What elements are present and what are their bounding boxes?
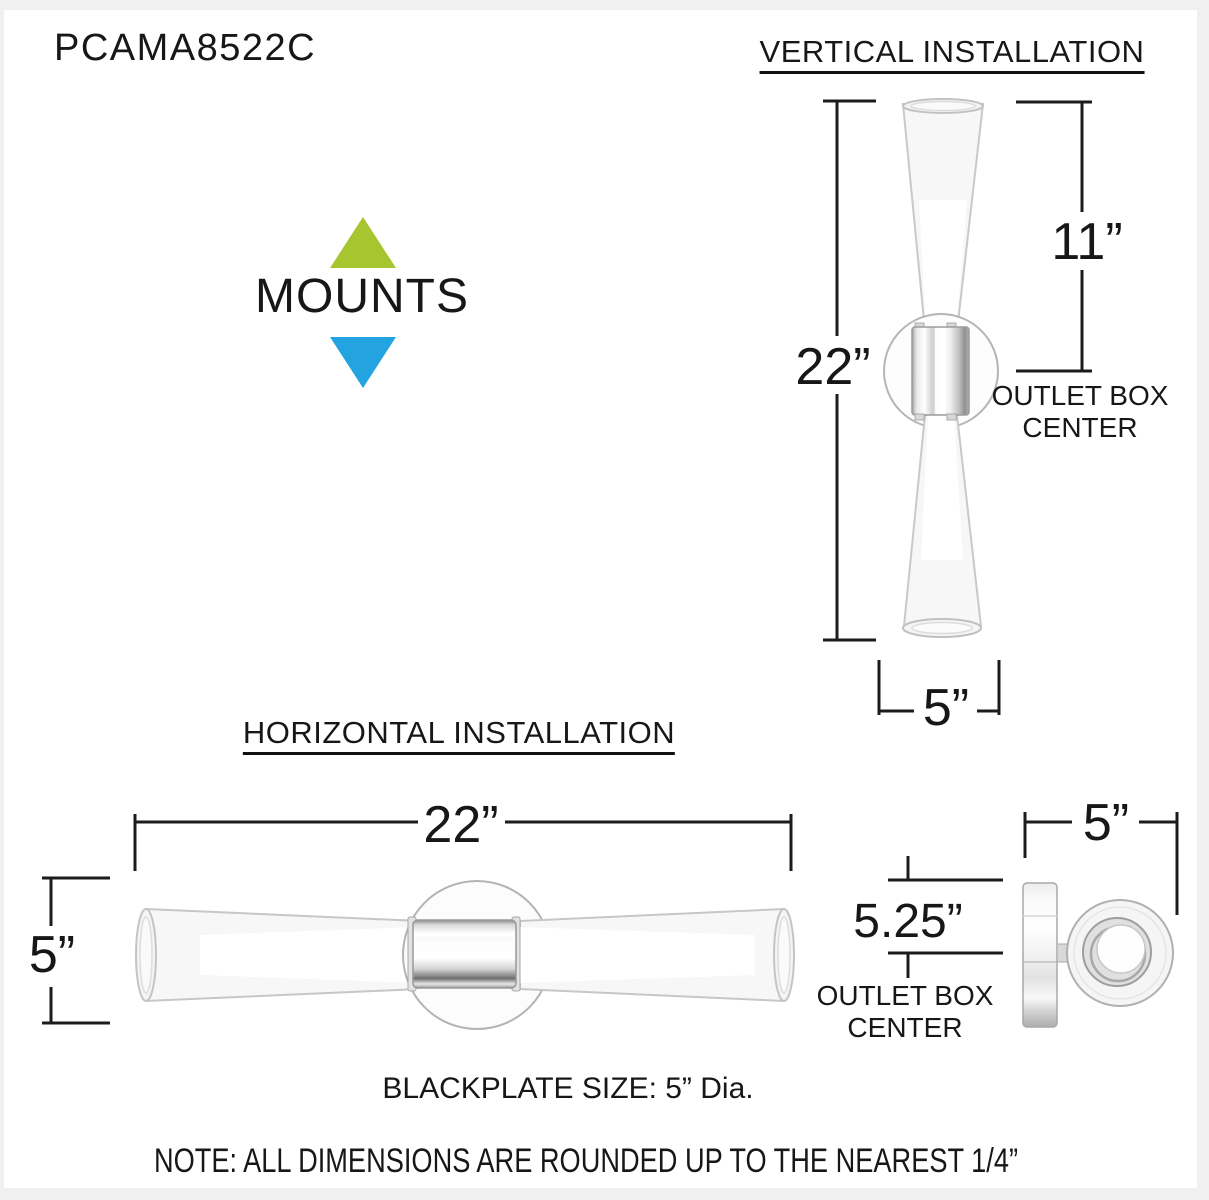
dimensions-note: NOTE: ALL DIMENSIONS ARE ROUNDED UP TO THE NEAREST 1/4”: [153, 1142, 1019, 1180]
vertical-installation-heading: VERTICAL INSTALLATION: [760, 36, 1145, 74]
outlet-box-line: OUTLET BOX: [991, 380, 1169, 411]
vertical-height-dimension: 22”: [795, 338, 871, 396]
vertical-width-dimension: 5”: [922, 679, 970, 737]
vertical-fixture-drawing: [884, 99, 998, 637]
side-depth-dimension: 5”: [1082, 794, 1130, 852]
backplate-size-note: BLACKPLATE SIZE: 5” Dia.: [382, 1072, 754, 1105]
horizontal-installation-heading: HORIZONTAL INSTALLATION: [243, 717, 675, 755]
horizontal-height-dimension: 5”: [28, 926, 76, 984]
vertical-outlet-dimension: 11”: [1051, 213, 1123, 271]
outlet-center-line: CENTER: [847, 1012, 963, 1043]
product-code: PCAMA8522C: [54, 27, 317, 69]
outlet-box-line: OUTLET BOX: [816, 980, 994, 1011]
horizontal-width-dimension: 22”: [423, 796, 499, 854]
vertical-outlet-box-label: [992, 380, 1169, 444]
side-view-drawing: [1023, 883, 1173, 1027]
horizontal-fixture-drawing: [136, 881, 794, 1029]
mounts-label: MOUNTS: [255, 270, 469, 323]
mount-up-arrow-icon: [330, 217, 396, 268]
outlet-center-line: CENTER: [1022, 412, 1138, 443]
side-outlet-dimension: 5.25”: [853, 895, 963, 948]
mount-down-arrow-icon: [330, 337, 396, 388]
side-outlet-box-label: [817, 980, 994, 1044]
